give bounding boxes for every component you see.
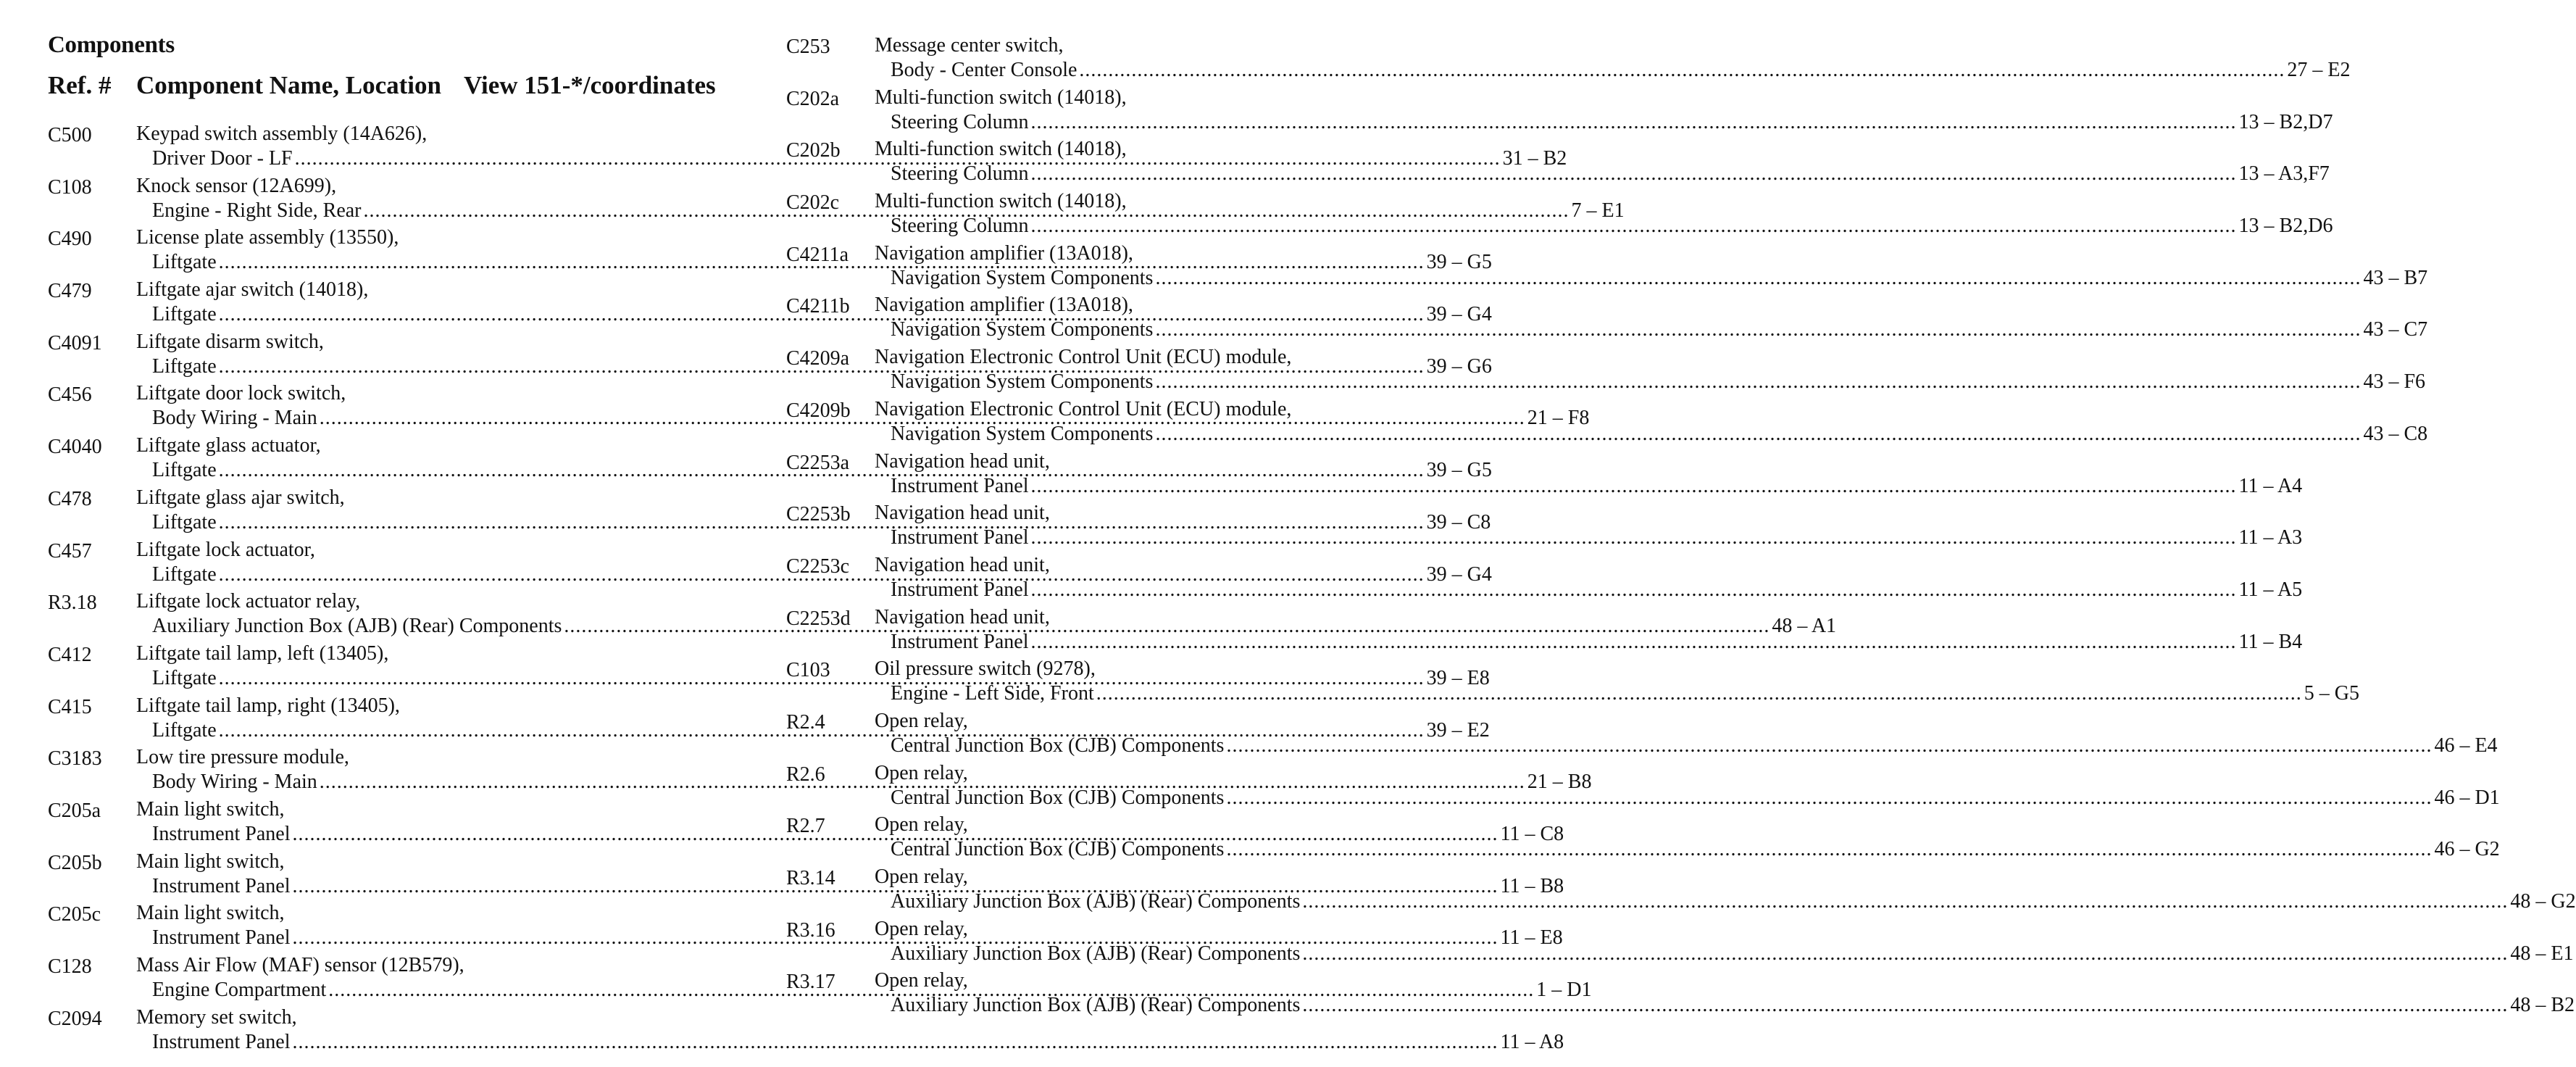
location-line (891, 162, 2330, 186)
component-location: Instrument Panel (891, 526, 1029, 549)
view-coordinates: 39 – C8 (1426, 510, 1491, 534)
view-coordinates: 13 – B2,D7 (2238, 110, 2333, 133)
dot-leader (1302, 942, 2508, 966)
component-location: Body Wiring - Main (152, 407, 317, 430)
component-location: Liftgate (152, 354, 217, 378)
location-line (891, 317, 2428, 342)
dot-leader (1226, 734, 2432, 758)
header-view-coordinates: View 151-*/coordinates (464, 71, 716, 99)
dot-leader (1302, 889, 2508, 914)
ref-number: C205c (48, 903, 101, 926)
component-location: Auxiliary Junction Box (AJB) (Rear) Components (891, 942, 1301, 965)
component-name: Mass Air Flow (MAF) sensor (12B579), (136, 954, 464, 976)
component-location: Steering Column (891, 215, 1029, 238)
component-name: Open relay, (875, 761, 968, 784)
component-name: Main light switch, (136, 797, 285, 821)
component-location: Instrument Panel (891, 474, 1029, 497)
view-coordinates: 43 – B7 (2363, 266, 2428, 289)
component-name: Navigation Electronic Control Unit (ECU) module, (875, 346, 1292, 369)
ref-number: C2094 (48, 1007, 102, 1030)
location-line (891, 889, 2576, 914)
component-entry (786, 33, 2351, 86)
component-location: Navigation System Components (891, 266, 1154, 289)
ref-number: C205b (48, 851, 102, 874)
ref-number: C4209a (786, 347, 850, 370)
component-location: Central Junction Box (CJB) Components (891, 786, 1225, 809)
view-coordinates: 43 – C7 (2363, 318, 2428, 341)
component-location: Steering Column (891, 162, 1029, 186)
component-name: Low tire pressure module, (136, 746, 349, 769)
dot-leader (1155, 422, 2361, 447)
component-location: Body Wiring - Main (152, 771, 317, 794)
view-coordinates: 11 – E8 (1500, 926, 1563, 950)
component-name: Liftgate tail lamp, left (13405), (136, 642, 389, 665)
location-line (891, 734, 2498, 758)
view-coordinates: 11 – A4 (2238, 474, 2303, 497)
dot-leader (1302, 993, 2508, 1018)
component-entry (786, 86, 2333, 138)
view-coordinates: 46 – D1 (2434, 786, 2500, 809)
view-coordinates: 11 – B4 (2238, 630, 2303, 653)
component-location: Liftgate (152, 666, 217, 689)
component-location: Central Junction Box (CJB) Components (891, 734, 1225, 757)
location-line (891, 474, 2303, 499)
view-coordinates: 31 – B2 (1502, 147, 1567, 170)
component-location: Instrument Panel (152, 926, 291, 950)
component-location: Liftgate (152, 562, 217, 586)
component-location: Auxiliary Junction Box (AJB) (Rear) Components (152, 615, 562, 638)
ref-number: C456 (48, 383, 92, 407)
view-coordinates: 11 – A3 (2238, 526, 2303, 549)
ref-number: C457 (48, 539, 92, 562)
component-location: Engine Compartment (152, 979, 327, 1001)
view-coordinates: 21 – F8 (1527, 407, 1590, 430)
component-location: Central Junction Box (CJB) Components (891, 838, 1225, 861)
view-coordinates: 39 – E2 (1426, 718, 1490, 742)
component-location: Liftgate (152, 718, 217, 742)
location-line (891, 837, 2500, 862)
component-name: Navigation amplifier (13A018), (875, 294, 1133, 317)
component-name: Liftgate lock actuator relay, (136, 590, 361, 613)
ref-number: C490 (48, 228, 92, 251)
ref-number: C4091 (48, 331, 102, 354)
location-line (891, 630, 2303, 655)
component-name: Knock sensor (12A699), (136, 174, 337, 197)
location-line (891, 578, 2303, 602)
ref-number: R3.14 (786, 867, 835, 889)
component-location: Liftgate (152, 303, 217, 326)
view-coordinates: 21 – B8 (1527, 771, 1592, 794)
component-name: Navigation head unit, (875, 605, 1050, 628)
ref-number: C500 (48, 124, 92, 146)
component-name: Open relay, (875, 917, 968, 940)
dot-leader (1226, 837, 2432, 862)
component-location: Steering Column (891, 110, 1029, 133)
component-name: Oil pressure switch (9278), (875, 657, 1096, 681)
component-name: Open relay, (875, 813, 968, 836)
component-name: Memory set switch, (136, 1005, 297, 1029)
ref-number: R2.4 (786, 710, 825, 734)
section-title: Components (48, 32, 175, 58)
component-name: Liftgate glass actuator, (136, 434, 321, 457)
view-coordinates: 39 – E8 (1426, 666, 1490, 689)
component-location: Navigation System Components (891, 370, 1154, 394)
ref-number: C4211b (786, 295, 850, 318)
dot-leader (293, 1030, 1499, 1055)
dot-leader (1155, 266, 2361, 291)
component-name: Navigation amplifier (13A018), (875, 241, 1133, 265)
component-name: Liftgate door lock switch, (136, 382, 346, 405)
location-line (891, 58, 2351, 83)
component-location: Instrument Panel (152, 822, 291, 845)
location-line (891, 266, 2428, 291)
ref-number: C202a (786, 87, 840, 110)
view-coordinates: 46 – G2 (2434, 838, 2500, 861)
dot-leader (1031, 526, 2237, 550)
ref-number: C253 (786, 36, 830, 58)
view-coordinates: 48 – B2 (2510, 994, 2575, 1017)
dot-leader (1155, 317, 2361, 342)
component-name: Liftgate ajar switch (14018), (136, 278, 369, 302)
ref-number: C2253d (786, 607, 851, 630)
view-coordinates: 39 – G5 (1426, 251, 1492, 274)
view-coordinates: 5 – G5 (2304, 682, 2359, 705)
dot-leader (1031, 578, 2237, 602)
ref-number: C202b (786, 139, 841, 162)
component-location: Body - Center Console (891, 59, 1077, 81)
component-name: Multi-function switch (14018), (875, 86, 1127, 109)
view-coordinates: 11 – C8 (1500, 822, 1564, 845)
component-name: Liftgate lock actuator, (136, 538, 315, 561)
view-coordinates: 13 – A3,F7 (2238, 162, 2330, 186)
ref-number: C108 (48, 175, 92, 199)
component-location: Liftgate (152, 251, 217, 274)
component-name: Multi-function switch (14018), (875, 138, 1127, 161)
ref-number: C103 (786, 659, 830, 682)
ref-number: C479 (48, 280, 92, 303)
header-ref: Ref. # (48, 71, 112, 99)
ref-number: R2.6 (786, 763, 825, 786)
view-coordinates: 39 – G5 (1426, 459, 1492, 482)
component-location: Liftgate (152, 459, 217, 482)
component-name: Main light switch, (136, 902, 285, 925)
view-coordinates: 7 – E1 (1571, 199, 1625, 222)
location-line (891, 942, 2574, 966)
component-name: Multi-function switch (14018), (875, 190, 1127, 213)
ref-number: R2.7 (786, 815, 825, 838)
ref-number: C2253a (786, 451, 850, 474)
view-coordinates: 43 – C8 (2363, 422, 2428, 445)
component-name: Open relay, (875, 969, 968, 992)
dot-leader (1155, 370, 2361, 394)
dot-leader (1031, 162, 2237, 186)
component-name: Liftgate glass ajar switch, (136, 486, 345, 509)
ref-number: R3.16 (786, 918, 835, 942)
location-line (891, 993, 2575, 1018)
dot-leader (1079, 58, 2285, 83)
ref-number: R3.18 (48, 591, 97, 615)
location-line (152, 1030, 1564, 1055)
dot-leader (1031, 214, 2237, 238)
location-line (891, 681, 2359, 706)
component-name: Liftgate tail lamp, right (13405), (136, 694, 400, 717)
ref-number: C4209b (786, 399, 851, 422)
view-coordinates: 46 – E4 (2434, 734, 2498, 757)
component-location: Navigation System Components (891, 422, 1154, 445)
ref-number: C128 (48, 955, 92, 978)
view-coordinates: 11 – A8 (1500, 1030, 1564, 1053)
component-location: Navigation System Components (891, 318, 1154, 341)
ref-number: C2253b (786, 503, 851, 526)
ref-number: C202c (786, 191, 840, 215)
component-location: Instrument Panel (152, 1030, 291, 1053)
component-name: Main light switch, (136, 850, 285, 873)
view-coordinates: 39 – G4 (1426, 303, 1492, 326)
ref-number: C2253c (786, 555, 850, 578)
view-coordinates: 48 – G2 (2510, 890, 2576, 913)
component-name: Open relay, (875, 865, 968, 888)
ref-number: R3.17 (786, 971, 835, 994)
dot-leader (1226, 786, 2432, 810)
component-location: Instrument Panel (891, 630, 1029, 653)
location-line (891, 370, 2426, 394)
component-name: Liftgate disarm switch, (136, 330, 324, 353)
component-name: Navigation Electronic Control Unit (ECU) module, (875, 397, 1292, 420)
ref-number: C4040 (48, 436, 102, 459)
location-line (891, 110, 2333, 135)
component-name: License plate assembly (13550), (136, 226, 399, 249)
ref-number: C4211a (786, 243, 849, 266)
ref-number: C3183 (48, 747, 102, 771)
dot-leader (1096, 681, 2302, 706)
view-coordinates: 39 – G6 (1426, 354, 1492, 378)
location-line (891, 526, 2303, 550)
component-name: Navigation head unit, (875, 553, 1050, 576)
component-location: Auxiliary Junction Box (AJB) (Rear) Components (891, 890, 1301, 913)
component-location: Liftgate (152, 510, 217, 534)
component-location: Auxiliary Junction Box (AJB) (Rear) Components (891, 994, 1301, 1017)
component-location: Driver Door - LF (152, 147, 293, 170)
view-coordinates: 48 – A1 (1772, 615, 1837, 638)
ref-number: C415 (48, 695, 92, 718)
component-name: Open relay, (875, 709, 968, 732)
component-location: Engine - Right Side, Rear (152, 199, 362, 222)
location-line (891, 422, 2428, 447)
header-component-name: Component Name, Location (136, 71, 441, 99)
component-name: Message center switch, (875, 34, 1064, 57)
view-coordinates: 11 – A5 (2238, 578, 2303, 601)
ref-number: C205a (48, 799, 101, 822)
view-coordinates: 13 – B2,D6 (2238, 215, 2333, 238)
dot-leader (1031, 110, 2237, 135)
ref-number: C412 (48, 643, 92, 666)
component-location: Instrument Panel (891, 578, 1029, 601)
view-coordinates: 43 – F6 (2363, 370, 2426, 394)
view-coordinates: 39 – G4 (1426, 562, 1492, 586)
ref-number: C478 (48, 487, 92, 510)
dot-leader (1031, 474, 2237, 499)
view-coordinates: 27 – E2 (2287, 59, 2351, 81)
component-location: Instrument Panel (152, 874, 291, 897)
component-name: Navigation head unit, (875, 502, 1050, 525)
location-line (891, 214, 2333, 238)
view-coordinates: 1 – D1 (1536, 979, 1592, 1001)
component-name: Keypad switch assembly (14A626), (136, 123, 428, 145)
component-name: Navigation head unit, (875, 449, 1050, 473)
dot-leader (1031, 630, 2237, 655)
view-coordinates: 48 – E1 (2510, 942, 2574, 965)
location-line (891, 786, 2500, 810)
component-location: Engine - Left Side, Front (891, 682, 1094, 705)
view-coordinates: 11 – B8 (1500, 874, 1564, 897)
